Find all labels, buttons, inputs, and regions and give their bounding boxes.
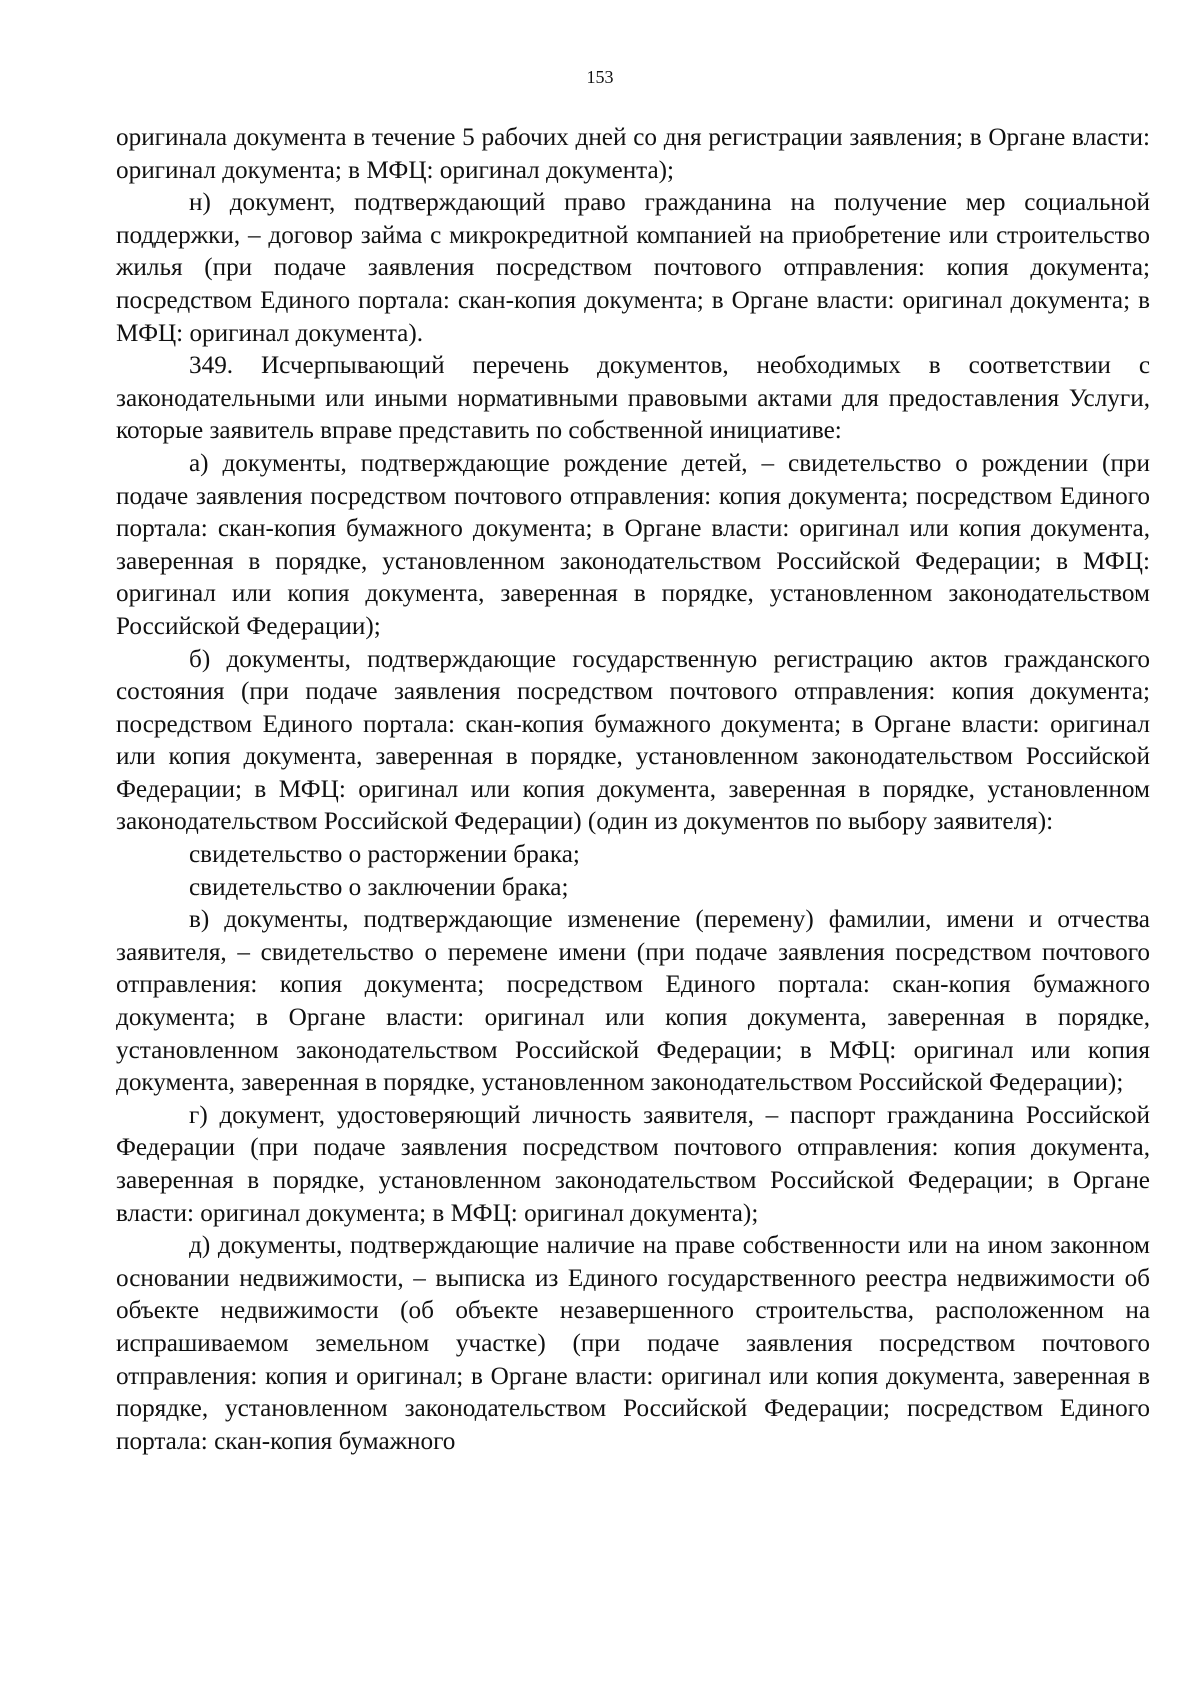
paragraph-item-g: г) документ, удостоверяющий личность заявителя, – паспорт гражданина Российской Федерации (при подаче заявления посредством почтового отправления: копия документа, заверенная в порядке, установленном законодательством Российской Федерации; в Органе власти: оригинал документа; в МФЦ: оригинал документа); bbox=[116, 1101, 1150, 1227]
paragraph-item-n: н) документ, подтверждающий право гражданина на получение мер социальной поддержки, – договор займа с микрокредитной компанией на приобретение или строительство жилья (при подаче заявления посредством почтового отправления: копия документа; посредством Единого портала: скан-копия документа; в Органе власти: оригинал документа; в МФЦ: оригинал документа). bbox=[116, 189, 1150, 347]
paragraph-item-v: в) документы, подтверждающие изменение (перемену) фамилии, имени и отчества заявителя, – свидетельство о перемене имени (при подаче заявления посредством почтового отправления: копия документа; посредством Единого портала: скан-копия бумажного документа; в Органе власти: оригинал или копия документа, заверенная в порядке, установленном законодательством Российской Федерации; в МФЦ: оригинал или копия документа, заверенная в порядке, установленном законодательством Российской Федерации); bbox=[116, 906, 1150, 1097]
paragraph-item-b: б) документы, подтверждающие государственную регистрацию актов гражданского состояния (при подаче заявления посредством почтового отправления: копия документа; посредством Единого портала: скан-копия бумажного документа; в Органе власти: оригинал или копия документа, заверенная в порядке, установленном законодательством Российской Федерации; в МФЦ: оригинал или копия документа, заверенная в порядке, установленном законодательством Российской Федерации) (один из документов по выбору заявителя): bbox=[116, 645, 1150, 836]
paragraph-349: 349. Исчерпывающий перечень документов, необходимых в соответствии с законодательными или иными нормативными правовыми актами для предоставления Услуги, которые заявитель вправе представить по собственной инициативе: bbox=[116, 352, 1150, 445]
paragraph-item-a: а) документы, подтверждающие рождение детей, – свидетельство о рождении (при подаче заявления посредством почтового отправления: копия документа; посредством Единого портала: скан-копия бумажного документа; в Органе власти: оригинал или копия документа, заверенная в порядке, установленном законодательством Российской Федерации; в МФЦ: оригинал или копия документа, заверенная в порядке, установленном законодательством Российской Федерации); bbox=[116, 449, 1150, 640]
paragraph-item-d: д) документы, подтверждающие наличие на праве собственности или на ином законном основании недвижимости, – выписка из Единого государственного реестра недвижимости об объекте недвижимости (об объекте незавершенного строительства, расположенном на испрашиваемом земельном участке) (при подаче заявления посредством почтового отправления: копия и оригинал; в Органе власти: оригинал или копия документа, заверенная в порядке, установленном законодательством Российской Федерации; посредством Единого портала: скан-копия бумажного bbox=[116, 1232, 1150, 1455]
document-text bbox=[116, 122, 1150, 1458]
paragraph-continuation: оригинала документа в течение 5 рабочих дней со дня регистрации заявления; в Органе власти: оригинал документа; в МФЦ: оригинал документа); bbox=[116, 124, 1150, 184]
list-item-divorce-certificate: свидетельство о расторжении брака; bbox=[189, 841, 580, 869]
page-number: 153 bbox=[586, 67, 614, 87]
list-item-marriage-certificate: свидетельство о заключении брака; bbox=[189, 873, 569, 901]
